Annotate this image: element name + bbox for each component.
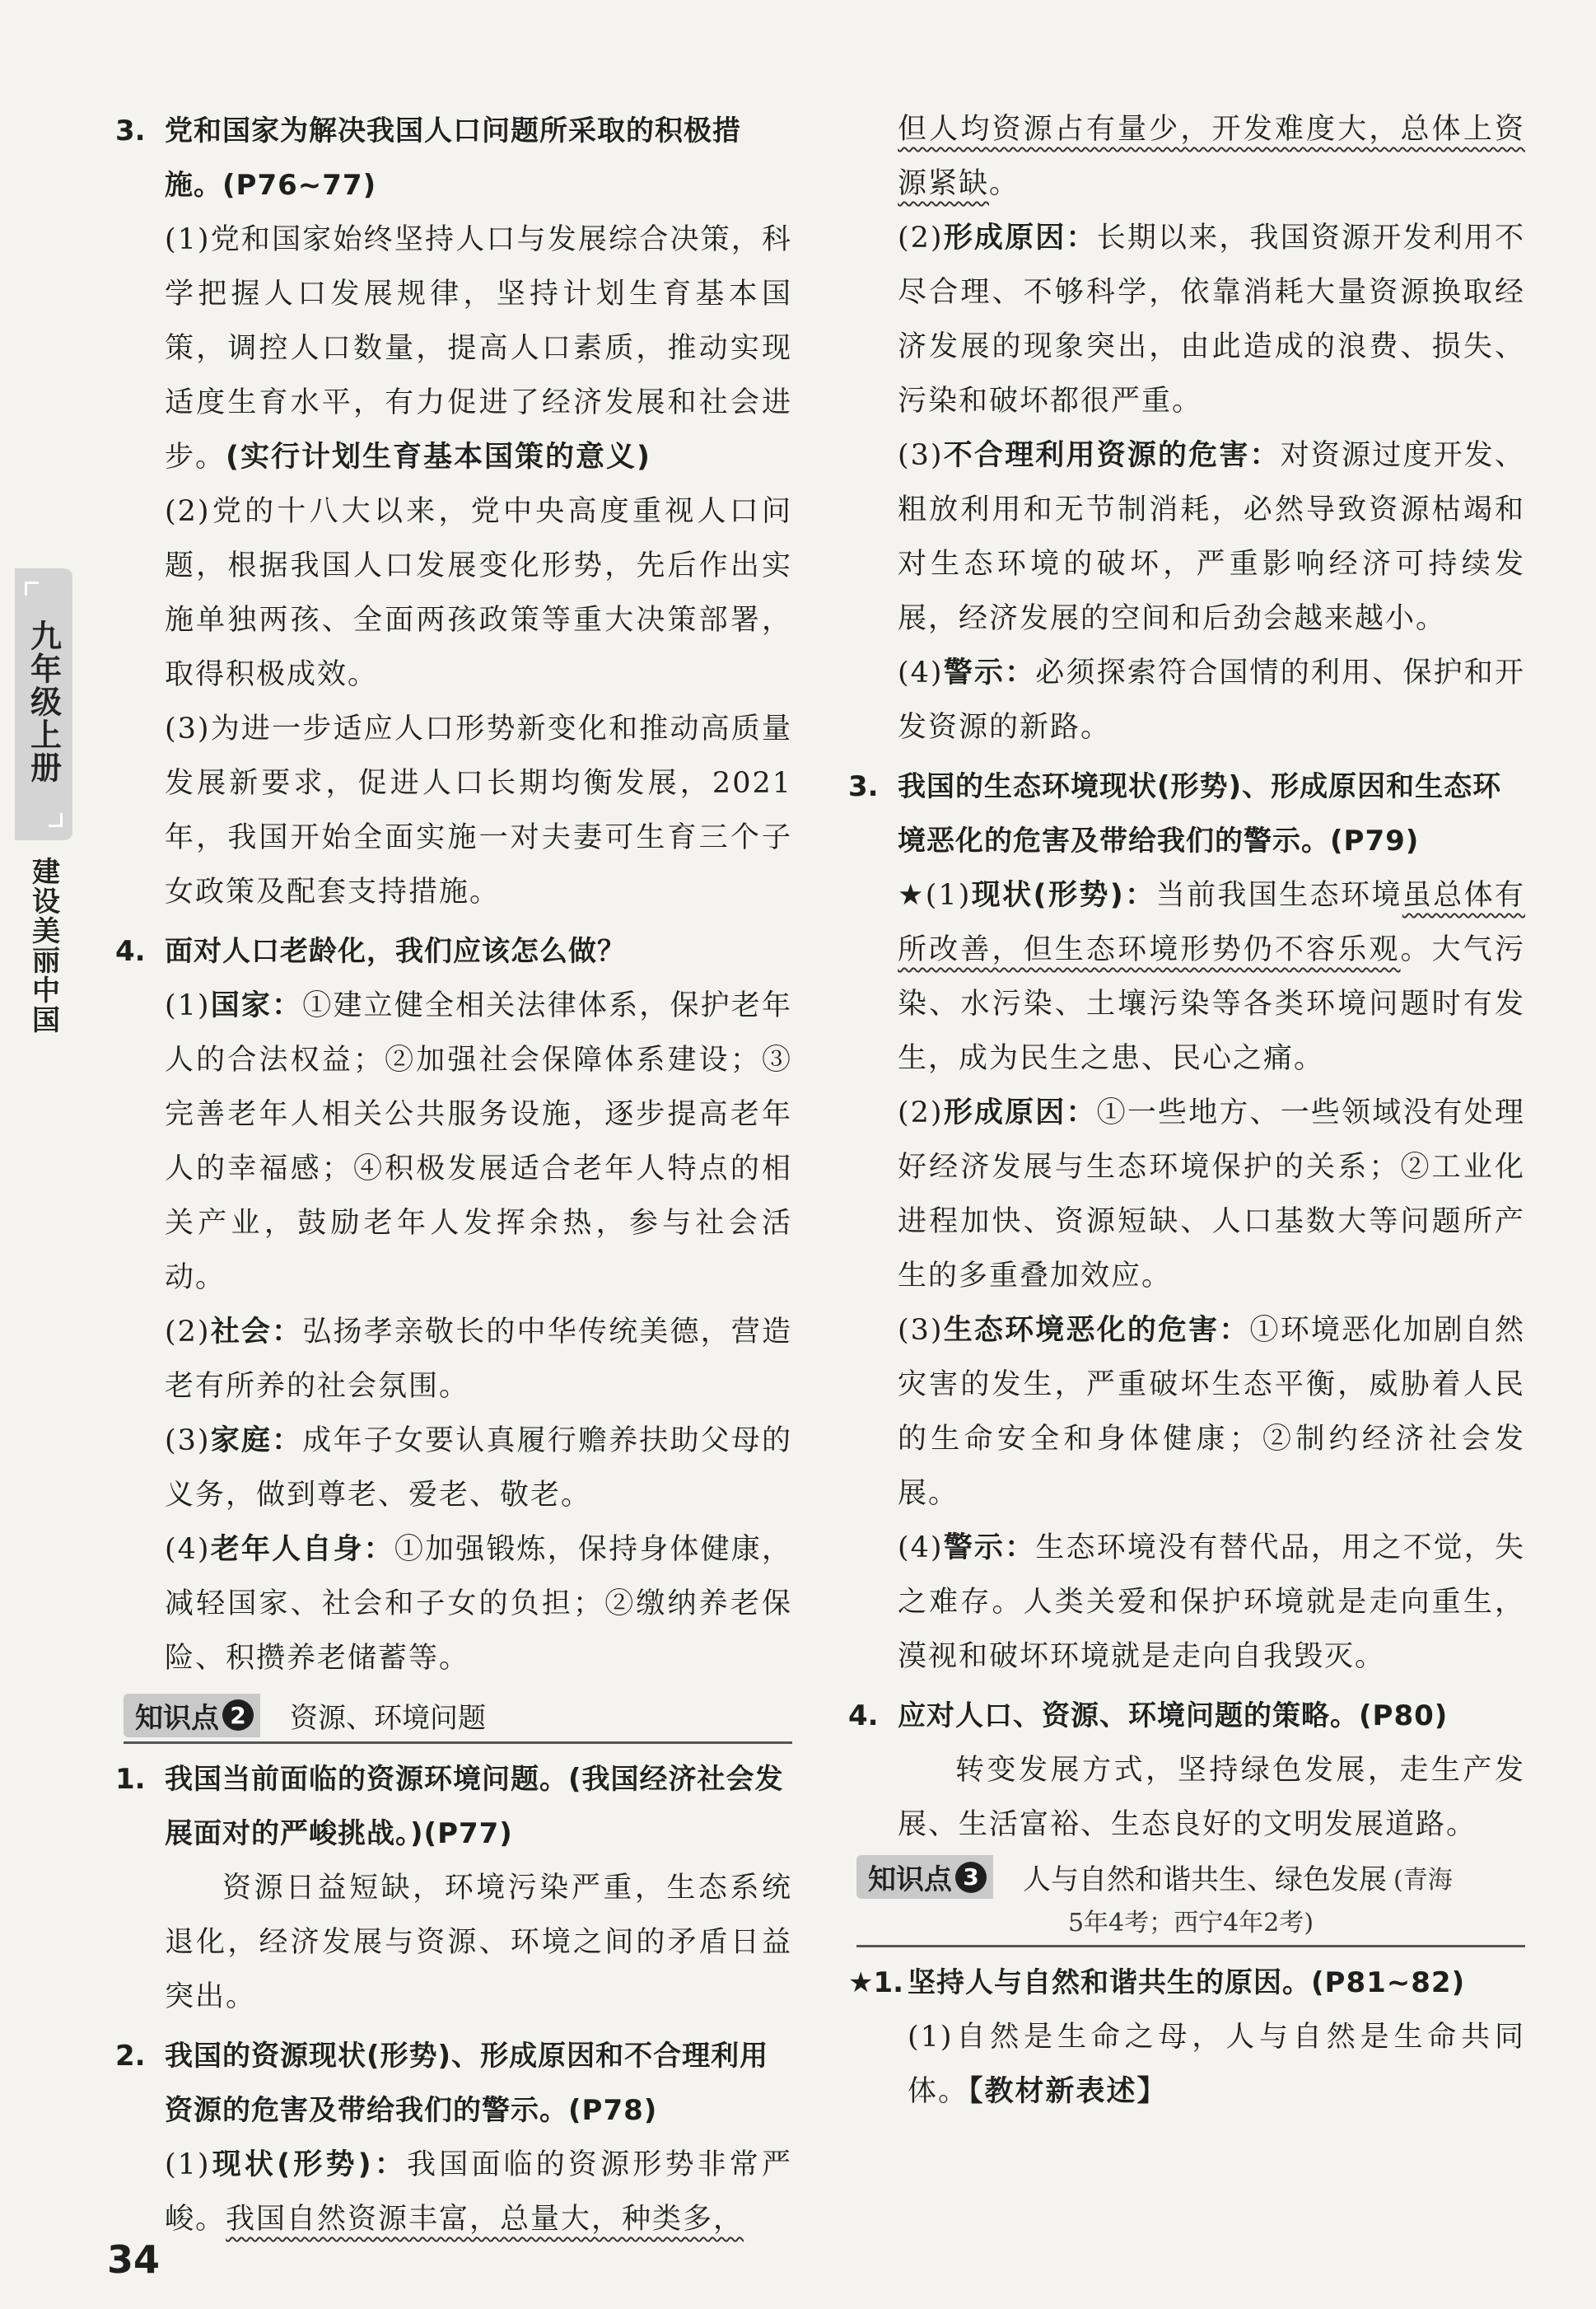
- paragraph: (4)警示：必须探索符合国情的利用、保护和开发资源的新路。: [898, 657, 1525, 744]
- paragraph: (1)自然是生命之母，人与自然是生命共同体。【教材新表述】: [908, 2021, 1525, 2108]
- exam-note: (青海: [1393, 1865, 1453, 1895]
- paragraph: (3)家庭：成年子女要认真履行赡养扶助父母的义务，做到尊老、爱老、敬老。: [165, 1424, 792, 1512]
- knowledge-point-title: 人与自然和谐共生、绿色发展: [1023, 1863, 1387, 1896]
- right-column: [848, 97, 1525, 2119]
- paragraph: (3)不合理利用资源的危害：对资源过度开发、粗放利用和无节制消耗，必然导致资源枯竭和对生态环境的破坏，严重影响经济可持续发展，经济发展的空间和后劲会越来越小。: [898, 439, 1525, 635]
- kp3-item-1: [848, 1956, 1525, 2119]
- paragraph: (4)警示：生态环境没有替代品，用之不觉，失之难存。人类关爱和保护环境就是走向重生，漠视和破坏环境就是走向自我毁灭。: [898, 1531, 1525, 1673]
- item-number: ★1.: [848, 1966, 904, 1999]
- knowledge-point-number: 3: [955, 1862, 987, 1893]
- corner-mark: [49, 813, 63, 827]
- paragraph: ★(1)现状(形势)：当前我国生态环境虽总体有所改善，但生态环境形势仍不容乐观。大气污染、水污染、土壤污染等各类环境问题时有发生，成为民生之患、民心之痛。: [898, 879, 1525, 1075]
- item-heading: 面对人口老龄化，我们应该怎么做？: [165, 935, 626, 968]
- paragraph: (3)为进一步适应人口形势新变化和推动高质量发展新要求，促进人口长期均衡发展，2021年，我国开始全面实施一对夫妻可生育三个子女政策及配套支持措施。: [165, 713, 792, 909]
- paragraph: (2)形成原因：①一些地方、一些领域没有处理好经济发展与生态环境保护的关系；②工业化进程加快、资源短缺、人口基数大等问题所产生的多重叠加效应。: [898, 1096, 1525, 1292]
- kp2-item-3: [848, 760, 1525, 1684]
- item-heading: 坚持人与自然和谐共生的原因。(P81~82): [908, 1966, 1466, 1999]
- side-tab: [15, 568, 72, 840]
- knowledge-point-number: 2: [222, 1699, 254, 1731]
- left-column: [115, 99, 792, 2246]
- kp2-item-4: [848, 1689, 1525, 1852]
- item-heading: 应对人口、资源、环境问题的策略。(P80): [898, 1699, 1449, 1732]
- exam-note: 5年4考；西宁4年2考): [1067, 1909, 1314, 1937]
- corner-mark: [25, 582, 39, 596]
- item-heading: 我国的生态环境现状(形势)、形成原因和生态环境恶化的危害及带给我们的警示。(P79): [898, 770, 1502, 858]
- item-heading: 党和国家为解决我国人口问题所采取的积极措施。(P76~77): [165, 115, 741, 202]
- grade-label: 九年级上册: [25, 619, 62, 784]
- item-number: 3.: [848, 770, 879, 803]
- paragraph: 但人均资源占有量少，开发难度大，总体上资源紧缺。: [898, 113, 1525, 200]
- paragraph: 资源日益短缺，环境污染严重，生态系统退化，经济发展与资源、环境之间的矛盾日益突出。: [165, 1872, 792, 2013]
- paragraph: (1)现状(形势)：我国面临的资源形势非常严峻。我国自然资源丰富，总量大，种类多，: [165, 2148, 792, 2236]
- kp2-item-2-continued: [848, 102, 1525, 755]
- paragraph: (2)社会：弘扬孝亲敬长的中华传统美德，营造老有所养的社会氛围。: [165, 1316, 792, 1403]
- paragraph: (4)老年人自身：①加强锻炼，保持身体健康，减轻国家、社会和子女的负担；②缴纳养老保险、积攒养老储蓄等。: [165, 1533, 792, 1675]
- item-number: 3.: [115, 115, 146, 147]
- kp2-item-1: [115, 1752, 792, 2024]
- knowledge-point-2-header: 知识点 2 资源、环境问题: [124, 1689, 792, 1744]
- left-item-3: [115, 104, 792, 919]
- item-heading: 我国的资源现状(形势)、形成原因和不合理利用资源的危害及带给我们的警示。(P78): [165, 2040, 769, 2127]
- kp2-item-2: [115, 2029, 792, 2246]
- item-number: 1.: [115, 1763, 146, 1796]
- paragraph: (2)党的十八大以来，党中央高度重视人口问题，根据我国人口发展变化形势，先后作出实施单独两孩、全面两孩政策等重大决策部署，取得积极成效。: [165, 495, 792, 691]
- knowledge-point-title: 资源、环境问题: [290, 1701, 486, 1735]
- unit-label: 建设美丽中国: [26, 857, 60, 1035]
- item-heading: 我国当前面临的资源环境问题。(我国经济社会发展面对的严峻挑战。)(P77): [165, 1763, 784, 1850]
- page-number: 34: [107, 2237, 161, 2282]
- left-item-4: [115, 924, 792, 1685]
- item-number: 2.: [115, 2040, 146, 2073]
- paragraph: (1)党和国家始终坚持人口与发展综合决策，科学把握人口发展规律，坚持计划生育基本国策，调控人口数量，提高人口素质，推动实现适度生育水平，有力促进了经济发展和社会进步。(实行计划生育基本国策的意义): [165, 223, 792, 474]
- item-number: 4.: [115, 935, 146, 968]
- paragraph: 转变发展方式，坚持绿色发展，走生产发展、生活富裕、生态良好的文明发展道路。: [898, 1754, 1525, 1841]
- item-number: 4.: [848, 1699, 879, 1732]
- knowledge-point-3-header: 知识点 3 人与自然和谐共生、绿色发展 (青海 5年4考；西宁4年2考): [856, 1855, 1525, 1947]
- star-icon: ★: [898, 879, 926, 912]
- paragraph: (1)国家：①建立健全相关法律体系，保护老年人的合法权益；②加强社会保障体系建设；③完善老年人相关公共服务设施，逐步提高老年人的幸福感；④积极发展适合老年人特点的相关产业，鼓励老年人发挥余热，参与社会活动。: [165, 989, 792, 1294]
- paragraph: (2)形成原因：长期以来，我国资源开发利用不尽合理、不够科学，依靠消耗大量资源换取经济发展的现象突出，由此造成的浪费、损失、污染和破坏都很严重。: [898, 222, 1525, 418]
- paragraph: (3)生态环境恶化的危害：①环境恶化加剧自然灾害的发生，严重破坏生态平衡，威胁着人民的生命安全和身体健康；②制约经济社会发展。: [898, 1314, 1525, 1510]
